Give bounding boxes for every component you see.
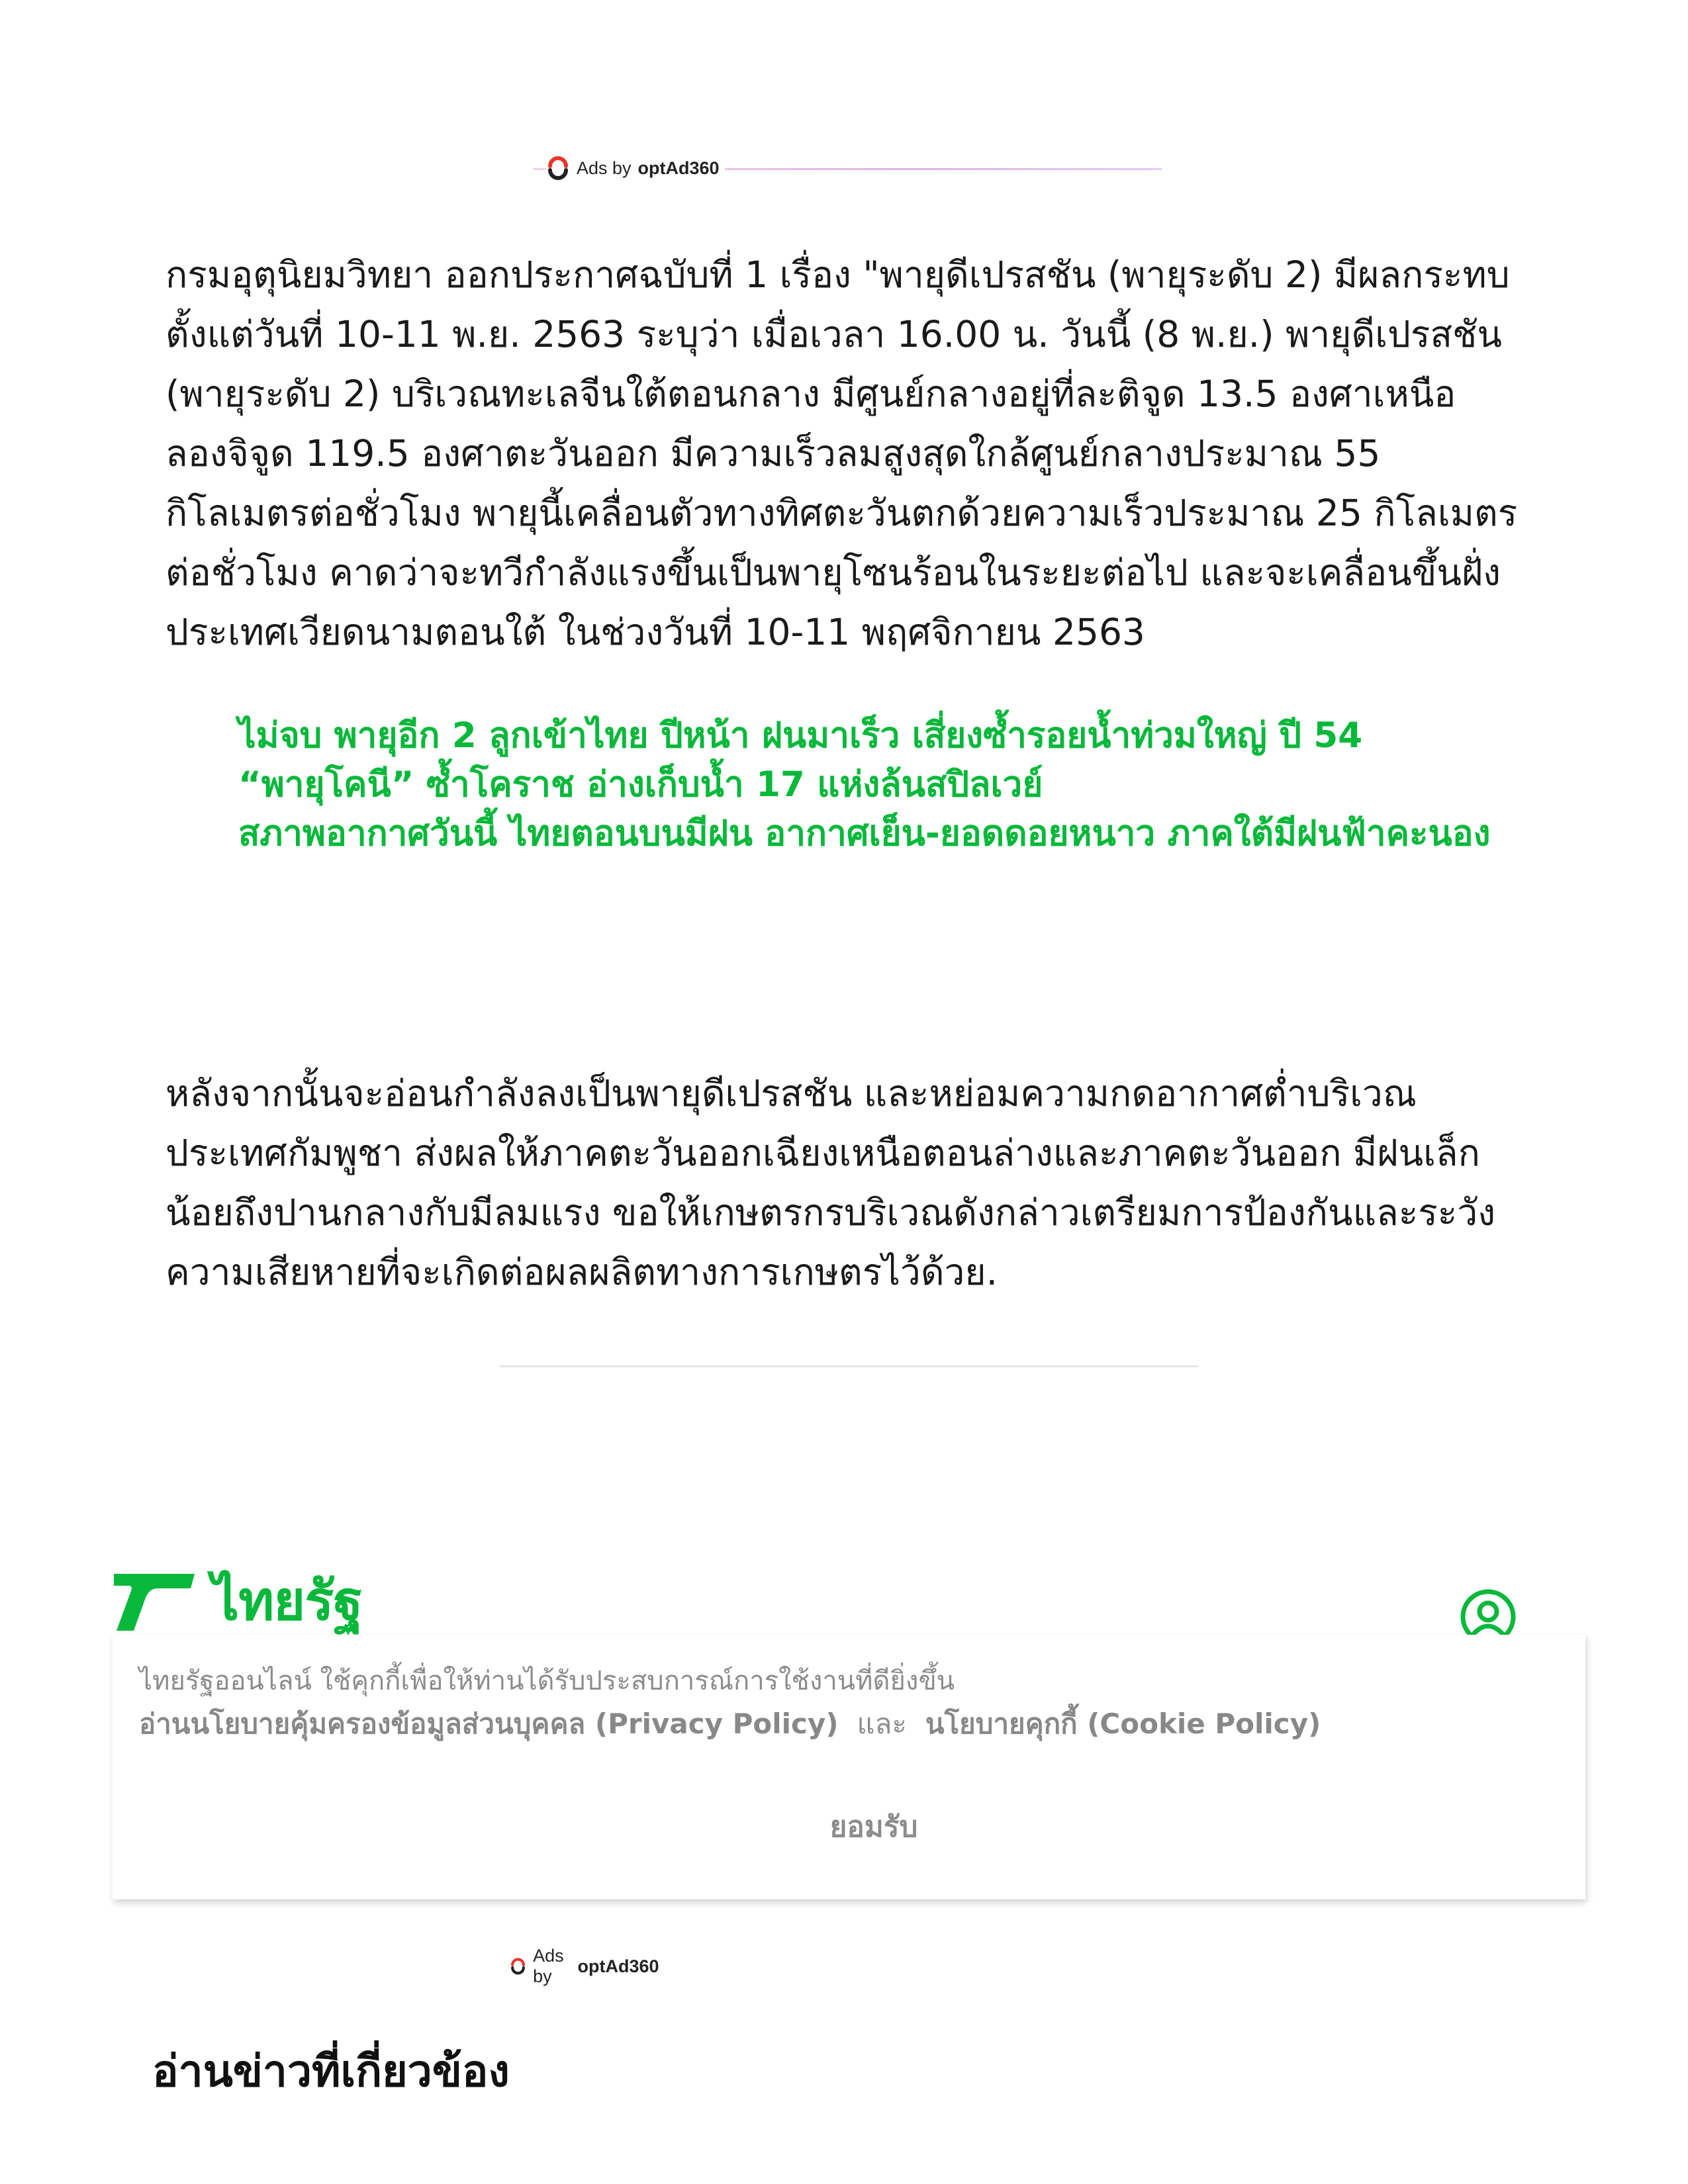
cookie-policy-link[interactable]: นโยบายคุกกี้ (Cookie Policy) bbox=[925, 1707, 1321, 1740]
optad-logo-icon bbox=[510, 1954, 526, 1978]
ad-slot-top bbox=[533, 156, 1162, 183]
ads-by-text: Ads by bbox=[577, 158, 632, 178]
thairath-t-logo-icon bbox=[111, 1569, 197, 1635]
cookie-policy-links bbox=[139, 1704, 1321, 1744]
related-link-item bbox=[238, 711, 1496, 760]
brand-name-text: ไทยรัฐ bbox=[212, 1570, 363, 1633]
optad-logo-icon bbox=[546, 156, 570, 180]
cookie-consent-banner bbox=[113, 1635, 1585, 1899]
article-body-continued bbox=[165, 1064, 1523, 1302]
thairath-logo[interactable] bbox=[111, 1565, 363, 1638]
privacy-policy-link[interactable]: อ่านนโยบายคุ้มครองข้อมูลส่วนบุคคล (Privacy Policy) bbox=[139, 1707, 839, 1740]
ads-by-label[interactable] bbox=[546, 156, 725, 180]
related-link-1[interactable]: ไม่จบ พายุอีก 2 ลูกเข้าไทย ปีหน้า ฝนมาเร็ว เสี่ยงซ้ำรอยน้ำท่วมใหญ่ ปี 54 bbox=[238, 715, 1363, 756]
article-body bbox=[165, 245, 1523, 662]
section-divider bbox=[500, 1365, 1198, 1367]
ads-by-label[interactable] bbox=[510, 1946, 665, 1987]
policy-and-text: และ bbox=[857, 1707, 907, 1740]
cookie-message: ไทยรัฐออนไลน์ ใช้คุกกี้เพื่อให้ท่านได้รับประสบการณ์การใช้งานที่ดียิ่งขึ้น bbox=[139, 1666, 955, 1696]
related-link-2[interactable]: “พายุโคนี” ซ้ำโคราช อ่างเก็บน้ำ 17 แห่งล้นสปิลเวย์ bbox=[238, 764, 1043, 805]
ads-brand-text: optAd360 bbox=[637, 158, 720, 178]
article-paragraph-1: กรมอุตุนิยมวิทยา ออกประกาศฉบับที่ 1 เรื่อง "พายุดีเปรสชัน (พายุระดับ 2) มีผลกระทบตั้งแต่วันที่ 10-11 พ.ย. 2563 ระบุว่า เมื่อเวลา 16.00 น. วันนี้ (8 พ.ย.) พายุดีเปรสชัน (พายุระดับ 2) บริเวณทะเลจีนใต้ตอนกลาง มีศูนย์กลางอยู่ที่ละติจูด 13.5 องศาเหนือ ลองจิจูด 119.5 องศาตะวันออก มีความเร็วลมสูงสุดใกล้ศูนย์กลางประมาณ 55 กิโลเมตรต่อชั่วโมง พายุนี้เคลื่อนตัวทางทิศตะวันตกด้วยความเร็วประมาณ 25 กิโลเมตรต่อชั่วโมง คาดว่าจะทวีกำลังแรงขึ้นเป็นพายุโซนร้อนในระยะต่อไป และจะเคลื่อนขึ้นฝั่งประเทศเวียดนามตอนใต้ ในช่วงวันที่ 10-11 พฤศจิกายน 2563 bbox=[165, 253, 1518, 653]
ads-by-text: Ads by bbox=[533, 1946, 564, 1986]
related-link-item bbox=[238, 760, 1496, 809]
related-link-3[interactable]: สภาพอากาศวันนี้ ไทยตอนบนมีฝน อากาศเย็น-ยอดดอยหนาว ภาคใต้มีฝนฟ้าคะนอง bbox=[238, 813, 1491, 854]
accept-cookies-button[interactable]: ยอมรับ bbox=[774, 1800, 973, 1853]
inline-related-links bbox=[238, 711, 1496, 858]
ads-brand-text: optAd360 bbox=[577, 1956, 659, 1976]
article-paragraph-2: หลังจากนั้นจะอ่อนกำลังลงเป็นพายุดีเปรสชัน และหย่อมความกดอากาศต่ำบริเวณประเทศกัมพูชา ส่งผลให้ภาคตะวันออกเฉียงเหนือตอนล่างและภาคตะวันออก มีฝนเล็กน้อยถึงปานกลางกับมีลมแรง ขอให้เกษตรกรบริเวณดังกล่าวเตรียมการป้องกันและระวังความเสียหายที่จะเกิดต่อผลผลิตทางการเกษตรไว้ด้วย. bbox=[165, 1072, 1496, 1293]
related-news-heading: อ่านข่าวที่เกี่ยวข้อง bbox=[152, 2046, 510, 2097]
related-link-item bbox=[238, 809, 1496, 858]
